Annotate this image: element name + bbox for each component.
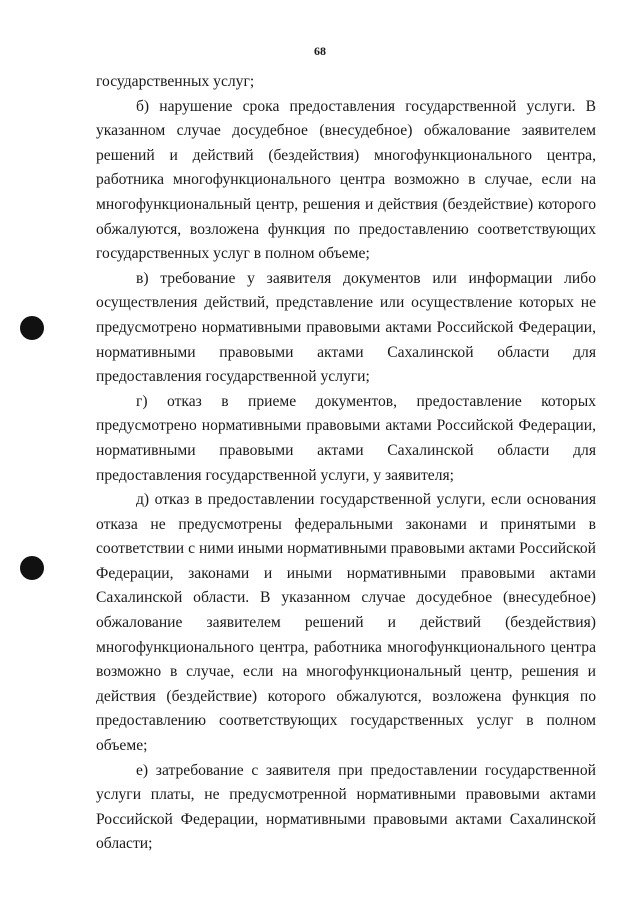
- document-body: [96, 70, 596, 857]
- page-number: 68: [314, 44, 326, 58]
- paragraph-item-b: б) нарушение срока предоставления государственной услуги. В указанном случае досудебное (внесудебное) обжалование заявителем решений и действий (бездействия) многофункционального центра, работника многофункционального центра возможно в случае, если на многофункциональный центр, решения и действия (бездействие) которого обжалуются, возложена функция по предоставлению соответствующих государственных услуг в полном объеме;: [96, 97, 596, 263]
- paragraph-item-v: в) требование у заявителя документов или информации либо осуществления действий, представление или осуществление которых не предусмотрено нормативными правовыми актами Российской Федерации, нормативными правовыми актами Сахалинской области для предоставления государственной услуги;: [96, 269, 596, 386]
- paragraph-item-d: д) отказ в предоставлении государственной услуги, если основания отказа не предусмотрены федеральными законами и принятыми в соответствии с ними иными нормативными правовыми актами Российской Федерации, законами и иными нормативными правовыми актами Сахалинской области. В указанном случае досудебное (внесудебное) обжалование заявителем решений и действий (бездействия) многофункционального центра, работника многофункционального центра возможно в случае, если на многофункциональный центр, решения и действия (бездействие) которого обжалуются, возложена функция по предоставлению соответствующих государственных услуг в полном объеме;: [96, 491, 596, 755]
- paragraph-item-e: е) затребование с заявителя при предоставлении государственной услуги платы, не предусмотренной нормативными правовыми актами Российской Федерации, нормативными правовыми актами Сахалинской области;: [96, 761, 596, 853]
- paragraph-continuation: государственных услуг;: [96, 73, 255, 90]
- punch-hole-bottom: [20, 556, 44, 580]
- paragraph-item-g: г) отказ в приеме документов, предоставление которых предусмотрено нормативными правовыми актами Российской Федерации, нормативными правовыми актами Сахалинской области для предоставления государственной услуги, у заявителя;: [96, 392, 596, 484]
- punch-hole-top: [20, 316, 44, 340]
